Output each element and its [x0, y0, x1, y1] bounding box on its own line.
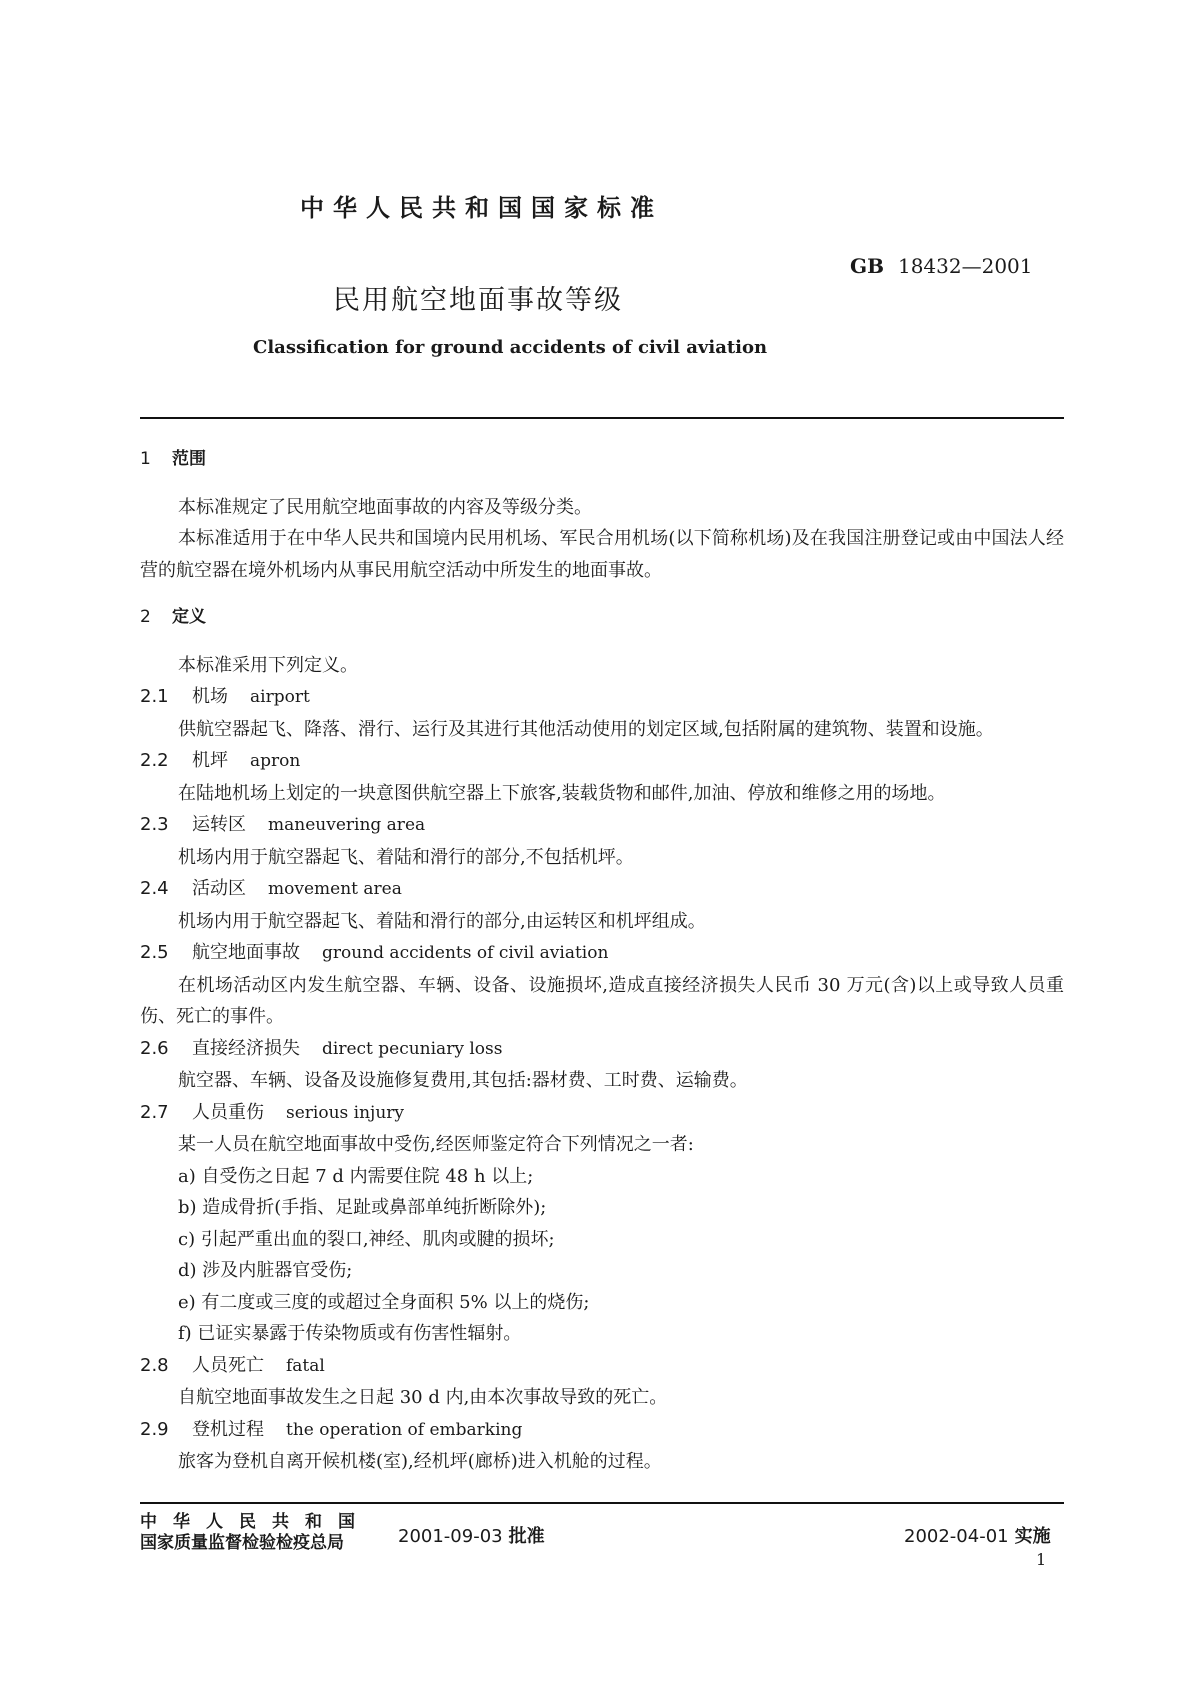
list-item: b) 造成骨折(手指、足趾或鼻部单纯折断除外);: [178, 1197, 547, 1218]
page-number: 1: [1036, 1550, 1047, 1569]
impl-date-value: 2002-04-01: [904, 1526, 1009, 1547]
term-number: 2.7: [140, 1101, 169, 1123]
term-heading: [140, 745, 1064, 778]
term-number: 2.3: [140, 814, 169, 835]
list-item: f) 已证实暴露于传染物质或有伤害性辐射。: [178, 1323, 522, 1344]
section-number: 1: [140, 449, 151, 469]
term-definition: 在机场活动区内发生航空器、车辆、设备、设施损坏,造成直接经济损失人民币 30 万元(含)以上或导致人员重伤、死亡的事件。: [140, 974, 1064, 1027]
term-english: serious injury: [286, 1102, 404, 1123]
code-number: 18432—2001: [897, 254, 1033, 278]
term-number: 2.2: [140, 750, 169, 771]
term-heading: [140, 873, 1064, 906]
standard-code: [850, 254, 1033, 278]
term-number: 2.6: [140, 1037, 169, 1059]
list-item: c) 引起严重出血的裂口,神经、肌肉或腱的损坏;: [178, 1228, 555, 1250]
term-number: 2.9: [140, 1418, 169, 1440]
list-item: d) 涉及内脏器官受伤;: [178, 1260, 353, 1281]
term-name: 人员重伤: [192, 1101, 264, 1123]
paragraph: 本标准规定了民用航空地面事故的内容及等级分类。: [178, 496, 592, 518]
code-prefix: GB: [850, 254, 884, 278]
term-name: 航空地面事故: [192, 942, 300, 963]
term-heading: [140, 1097, 1064, 1130]
term-heading: [140, 809, 1064, 842]
term-definition: 航空器、车辆、设备及设施修复费用,其包括:器材费、工时费、运输费。: [178, 1070, 748, 1091]
term-english: direct pecuniary loss: [322, 1038, 503, 1059]
authority-line-1: 中华人民共和国: [140, 1512, 371, 1532]
term-name: 人员死亡: [192, 1354, 264, 1376]
term-english: maneuvering area: [268, 815, 426, 835]
term-heading: [140, 1350, 1064, 1383]
issue-label: 批准: [508, 1526, 545, 1547]
term-english: fatal: [286, 1355, 325, 1376]
term-name: 机坪: [192, 750, 228, 771]
title-chinese: 民用航空地面事故等级: [333, 285, 623, 316]
term-definition: 机场内用于航空器起飞、着陆和滑行的部分,由运转区和机坪组成。: [178, 910, 706, 932]
term-name: 登机过程: [192, 1418, 264, 1440]
term-definition: 供航空器起飞、降落、滑行、运行及其进行其他活动使用的划定区域,包括附属的建筑物、装置和设施。: [178, 718, 994, 740]
section-title: 范围: [172, 449, 206, 469]
term-english: movement area: [268, 879, 402, 899]
term-heading: [140, 1414, 1064, 1447]
term-definition: 在陆地机场上划定的一块意图供航空器上下旅客,装载货物和邮件,加油、停放和维修之用的场地。: [178, 782, 946, 804]
list-item: e) 有二度或三度的或超过全身面积 5% 以上的烧伤;: [178, 1291, 590, 1313]
authority-line-2: 国家质量监督检验检疫总局: [140, 1533, 344, 1553]
term-number: 2.8: [140, 1354, 169, 1376]
implementation-date: [904, 1522, 1051, 1548]
issue-date: [398, 1522, 545, 1548]
document-body: [140, 444, 1064, 1478]
term-definition: 旅客为登机自离开候机楼(室),经机坪(廊桥)进入机舱的过程。: [178, 1451, 662, 1472]
term-heading: [140, 681, 1064, 714]
term-name: 活动区: [192, 878, 246, 899]
section-2-heading: [140, 602, 1064, 634]
issue-date-value: 2001-09-03: [398, 1526, 503, 1547]
paragraph: 本标准采用下列定义。: [178, 654, 358, 676]
impl-label: 实施: [1014, 1526, 1051, 1547]
term-name: 直接经济损失: [192, 1037, 300, 1059]
term-number: 2.1: [140, 686, 169, 707]
header-divider: [140, 417, 1064, 419]
term-heading: [140, 1033, 1064, 1066]
footer-divider: [140, 1502, 1064, 1504]
term-name: 机场: [192, 686, 228, 707]
term-heading: [140, 937, 1064, 970]
title-english: Classification for ground accidents of civil aviation: [253, 337, 768, 358]
section-1-heading: [140, 444, 1064, 476]
term-definition: 自航空地面事故发生之日起 30 d 内,由本次事故导致的死亡。: [178, 1387, 668, 1408]
term-english: ground accidents of civil aviation: [322, 943, 609, 963]
term-number: 2.4: [140, 878, 169, 899]
paragraph: 本标准适用于在中华人民共和国境内民用机场、军民合用机场(以下简称机场)及在我国注册登记或由中国法人经营的航空器在境外机场内从事民用航空活动中所发生的地面事故。: [140, 528, 1064, 581]
term-name: 运转区: [192, 814, 246, 835]
term-english: airport: [250, 687, 310, 707]
section-number: 2: [140, 607, 151, 627]
term-number: 2.5: [140, 942, 169, 963]
term-english: the operation of embarking: [286, 1419, 523, 1440]
list-item: a) 自受伤之日起 7 d 内需要住院 48 h 以上;: [178, 1165, 534, 1187]
section-title: 定义: [172, 607, 206, 627]
term-definition: 某一人员在航空地面事故中受伤,经医师鉴定符合下列情况之一者:: [178, 1134, 694, 1155]
issuing-authority: [140, 1512, 371, 1554]
term-definition: 机场内用于航空器起飞、着陆和滑行的部分,不包括机坪。: [178, 846, 634, 868]
term-english: apron: [250, 751, 301, 771]
standard-org-heading: 中华人民共和国国家标准: [300, 194, 663, 222]
